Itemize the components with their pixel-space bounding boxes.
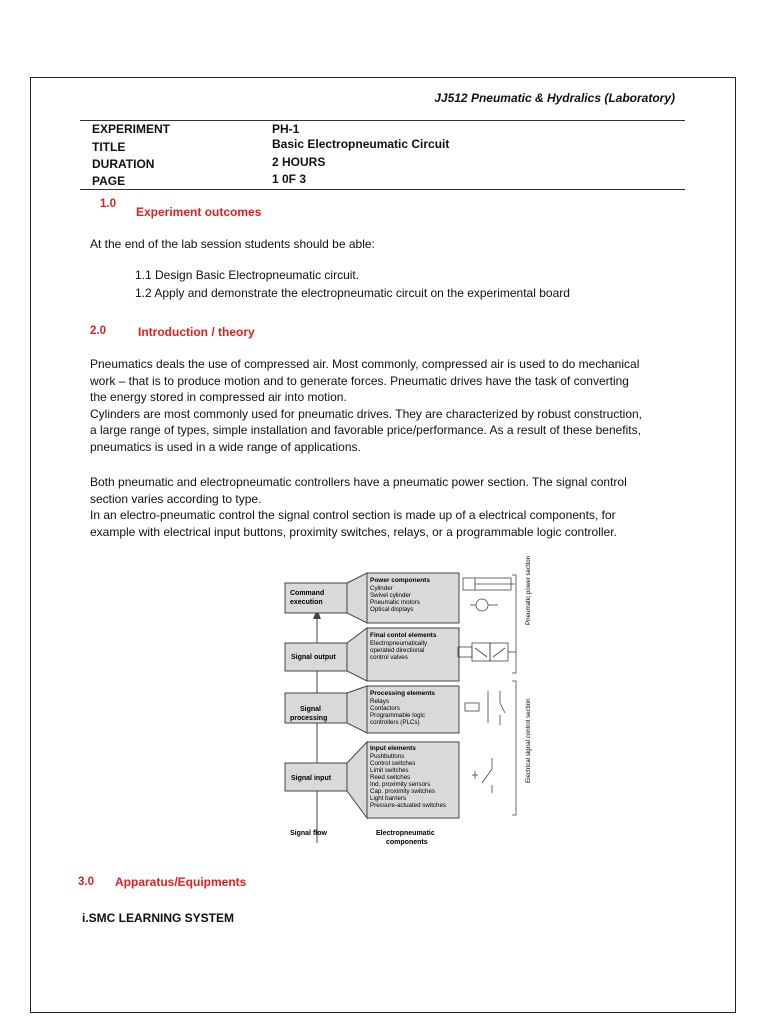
final-control-elements-box	[367, 628, 459, 681]
svg-text:Input elements: Input elements	[370, 745, 416, 752]
electrical-section-bracket	[512, 681, 516, 815]
pushbutton-symbol-icon	[472, 758, 492, 793]
left-box-label: Signal output	[291, 654, 336, 661]
table-top-rule	[80, 120, 685, 121]
svg-text:Cap. proximity switches: Cap. proximity switches	[370, 788, 435, 795]
info-label-experiment: EXPERIMENT	[92, 122, 171, 136]
svg-text:control valves: control valves	[370, 654, 408, 661]
left-box-command-execution	[285, 583, 347, 613]
info-value-title: Basic Electropneumatic Circuit	[272, 137, 450, 151]
valve-symbol-icon	[458, 643, 516, 661]
svg-text:Light barriers: Light barriers	[370, 795, 407, 802]
svg-text:Processing elements: Processing elements	[370, 690, 436, 697]
svg-text:Optical displays: Optical displays	[370, 606, 414, 613]
section-3-title: Apparatus/Equipments	[115, 875, 247, 889]
pneumatic-section-label: Pneumatic power section	[525, 555, 532, 625]
section-1-title: Experiment outcomes	[136, 205, 262, 219]
funnel-input	[347, 742, 367, 818]
intro-paragraph-1: Pneumatics deals the use of compressed air. Most commonly, compressed air is used to do mechanical work – that is to produce motion and to generate forces. Pneumatic drives have the task of converting the energy stored in compressed air into motion. Cylinders are most commonly used for pneumatic drives. They are characterized by robust construction, a large range of types, simple installation and favorable price/performance. As a result of these benefits, pneumatics is used in a wide range of applications.	[90, 357, 643, 454]
pneumatic-section-bracket	[512, 575, 516, 673]
relay-symbol-icon	[465, 691, 505, 725]
processing-elements-box	[367, 686, 459, 733]
svg-text:Limit switches: Limit switches	[370, 767, 409, 774]
svg-text:Relays: Relays	[370, 698, 389, 705]
left-box-label: Signal processing	[290, 706, 328, 722]
svg-text:Power components: Power components	[370, 577, 430, 584]
info-value-page: 1 0F 3	[272, 172, 307, 186]
funnel-output	[347, 628, 367, 681]
outcomes-list	[135, 266, 570, 302]
section-2-number: 2.0	[90, 325, 106, 337]
svg-text:Swivel cylinder: Swivel cylinder	[370, 592, 411, 599]
svg-text:Pneumatic motors: Pneumatic motors	[370, 599, 420, 606]
svg-text:Reed switches: Reed switches	[370, 774, 411, 781]
svg-text:Ind. proximity sensors: Ind. proximity sensors	[370, 781, 431, 788]
svg-text:Control switches: Control switches	[370, 760, 416, 767]
electrical-section-label: Electrical signal control section	[525, 698, 532, 783]
left-box-signal-output	[285, 643, 347, 671]
caption-components-1: Electropneumatic	[376, 830, 435, 837]
svg-text:Pushbuttons: Pushbuttons	[370, 753, 405, 760]
left-box-label: Signal input	[291, 775, 332, 782]
info-label-page: PAGE	[92, 174, 126, 188]
svg-text:Pressure-actuated switches: Pressure-actuated switches	[370, 802, 447, 809]
svg-text:controllers (PLCs): controllers (PLCs)	[370, 719, 420, 726]
intro-paragraph-2: Both pneumatic and electropneumatic controllers have a pneumatic power section. The signal control section varies according to type. In an electro-pneumatic control the signal control section is made up of a electrical components, for example with electrical input buttons, proximity switches, relays, or a programmable logic controller.	[90, 475, 627, 539]
left-box-signal-input	[285, 763, 347, 791]
svg-text:Contactors: Contactors	[370, 705, 400, 712]
power-components-box	[367, 573, 459, 623]
outcome-item: 1.2 Apply and demonstrate the electropneumatic circuit on the experimental board	[135, 286, 570, 300]
info-label-duration: DURATION	[92, 157, 155, 171]
info-label-title: TITLE	[92, 140, 126, 154]
table-bottom-rule	[80, 189, 685, 190]
svg-text:Final contol elements: Final contol elements	[370, 632, 437, 639]
section-2-title: Introduction / theory	[138, 325, 255, 339]
info-value-experiment: PH-1	[272, 122, 300, 136]
section-3-number: 3.0	[78, 876, 94, 888]
funnel-processing	[347, 686, 367, 733]
svg-text:Cylinder: Cylinder	[370, 585, 393, 592]
svg-text:Commandexecution: Command execution	[290, 590, 325, 606]
outcome-item: 1.1 Design Basic Electropneumatic circuit.	[135, 268, 360, 282]
caption-signal-flow: Signal flow	[290, 830, 327, 837]
input-elements-box	[367, 742, 459, 818]
left-box-signal-processing	[285, 693, 347, 723]
svg-text:Electropneumatically: Electropneumatically	[370, 640, 428, 647]
apparatus-item: i.SMC LEARNING SYSTEM	[82, 911, 235, 925]
electropneumatic-diagram	[260, 553, 560, 858]
svg-text:operated directional: operated directional	[370, 647, 425, 654]
svg-text:Programmable logic: Programmable logic	[370, 712, 426, 719]
caption-components-2: components	[386, 839, 428, 846]
cylinder-symbol-icon	[463, 578, 515, 590]
info-value-duration: 2 HOURS	[272, 155, 326, 169]
funnel-command	[347, 573, 367, 623]
swivel-symbol-icon	[470, 599, 498, 611]
section-1-number: 1.0	[100, 198, 116, 210]
course-title: JJ512 Pneumatic & Hydralics (Laboratory)	[434, 91, 675, 105]
section-1-intro: At the end of the lab session students should be able:	[90, 237, 375, 251]
